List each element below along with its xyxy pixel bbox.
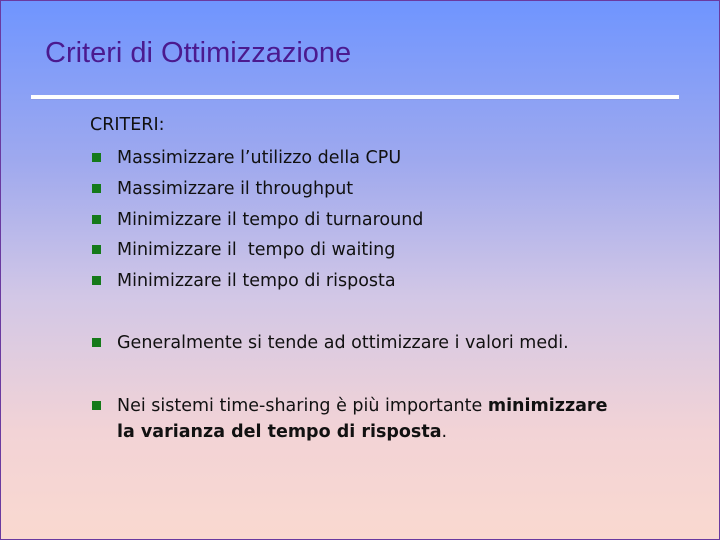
notes-list [90,331,690,445]
variance-note-bold-2: la varianza del tempo di risposta [117,422,442,443]
criteria-list [90,146,690,293]
list-item [90,269,690,293]
slide-title: Criteri di Ottimizzazione [45,37,352,69]
criterion-text: Massimizzare l’utilizzo della CPU [117,148,402,168]
square-bullet-icon [92,401,101,410]
square-bullet-icon [92,276,101,285]
criterion-text: Massimizzare il throughput [117,178,354,199]
criterion-text: Minimizzare il tempo di waiting [117,240,396,261]
list-item [90,208,690,232]
square-bullet-icon [92,245,101,254]
variance-note-prefix: Nei sistemi time-sharing è più importante [117,396,488,417]
criteria-heading: CRITERI: [90,115,165,135]
list-item [90,146,690,170]
variance-note-suffix: . [441,422,448,443]
list-item [90,238,690,262]
variance-note-bold-1: minimizzare [487,396,608,417]
criterion-text: Minimizzare il tempo di turnaround [117,209,424,230]
title-divider [31,95,679,99]
square-bullet-icon [92,153,101,162]
square-bullet-icon [92,184,101,193]
criterion-text: Minimizzare il tempo di risposta [117,271,396,292]
variance-note [90,393,690,445]
general-note [90,331,690,355]
list-item [90,177,690,201]
square-bullet-icon [92,338,101,347]
general-note-text: Generalmente si tende ad ottimizzare i valori medi. [117,333,569,354]
slide-content [90,113,690,445]
square-bullet-icon [92,215,101,224]
